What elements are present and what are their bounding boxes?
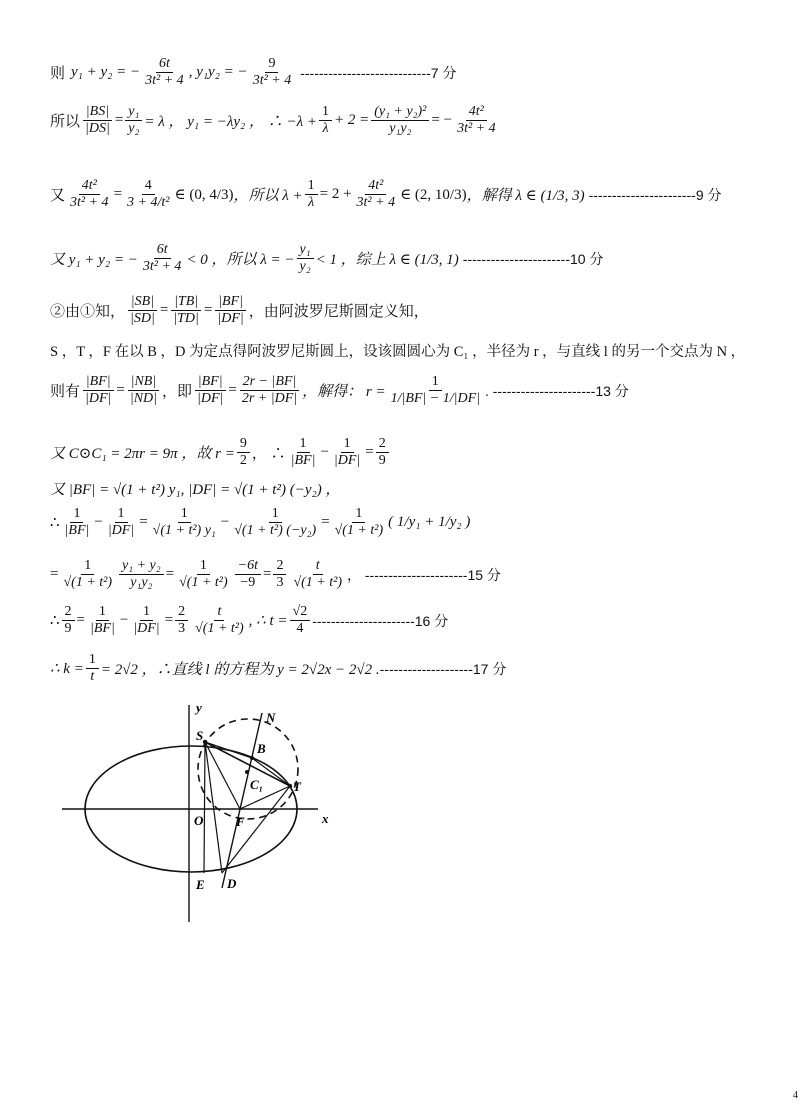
numerator: t bbox=[214, 604, 224, 621]
text: ∴ bbox=[50, 613, 60, 630]
score-marker: -----------------------10 分 bbox=[462, 250, 604, 267]
denominator: |DF| bbox=[133, 621, 160, 637]
numerator: |BF| bbox=[83, 374, 114, 391]
numerator: 1 bbox=[352, 506, 365, 523]
denominator: 2r + |DF| bbox=[241, 391, 298, 407]
fraction bbox=[125, 104, 142, 138]
segment-td bbox=[222, 786, 290, 873]
segment-sd bbox=[205, 742, 222, 873]
numerator: 4t² bbox=[79, 178, 100, 195]
denominator: 4 bbox=[296, 621, 304, 637]
numerator: √2 bbox=[290, 604, 311, 621]
text: < 0 ，所以 λ = − bbox=[186, 252, 295, 269]
text: = bbox=[203, 302, 213, 319]
line-l bbox=[222, 713, 262, 888]
numerator: 1 bbox=[319, 104, 332, 121]
denominator: |DF| bbox=[107, 523, 135, 539]
numerator: 1 bbox=[341, 436, 354, 453]
denominator: √(1 + t²) bbox=[195, 621, 244, 637]
numerator: 4t² bbox=[466, 104, 487, 121]
text: = bbox=[321, 514, 330, 531]
numerator: 1 bbox=[70, 506, 83, 523]
fraction bbox=[235, 558, 261, 592]
text: 又 y₁ + y₂ = − bbox=[50, 252, 138, 269]
fraction bbox=[250, 56, 295, 90]
text: = bbox=[228, 382, 237, 399]
numerator: 9 bbox=[265, 56, 278, 73]
fraction bbox=[192, 604, 247, 638]
text: = bbox=[164, 612, 174, 629]
denominator: y₁y₂ bbox=[130, 575, 153, 591]
fraction bbox=[124, 178, 172, 212]
denominator: 3 bbox=[276, 575, 284, 591]
score-marker: -----------------------9 分 bbox=[588, 186, 722, 203]
numerator: 1 bbox=[81, 558, 94, 575]
numerator: 1 bbox=[115, 506, 128, 523]
line-3 bbox=[50, 178, 722, 212]
denominator: y₂ bbox=[299, 259, 311, 275]
numerator: 4 bbox=[142, 178, 155, 195]
fraction bbox=[119, 558, 164, 592]
numerator: |NB| bbox=[128, 374, 160, 391]
label-f: F bbox=[236, 814, 245, 829]
text: = bbox=[139, 514, 148, 531]
label-b: B bbox=[257, 741, 266, 756]
fraction bbox=[175, 604, 188, 638]
line-1 bbox=[50, 56, 456, 90]
ellipse-circle-figure bbox=[55, 695, 355, 930]
text: ( 1/y₁ + 1/y₂ ) bbox=[388, 514, 471, 531]
denominator: 3t² + 4 bbox=[356, 195, 396, 211]
text: − bbox=[119, 612, 129, 629]
numerator: 6t bbox=[156, 56, 173, 73]
text: 又 bbox=[50, 188, 66, 205]
fraction bbox=[127, 294, 158, 328]
numerator: 1 bbox=[86, 652, 99, 669]
page-number: 4 bbox=[793, 1090, 798, 1101]
text: < 1 ，综上 λ ∈ (1/3, 1) bbox=[315, 252, 459, 269]
denominator: |BF| bbox=[290, 453, 316, 469]
numerator: 2 bbox=[376, 436, 389, 453]
text: ∴ bbox=[50, 515, 60, 532]
fraction bbox=[140, 242, 185, 276]
text: = bbox=[50, 566, 59, 583]
line-11 bbox=[50, 558, 501, 592]
fraction bbox=[82, 104, 113, 138]
line-5 bbox=[50, 294, 429, 328]
fraction bbox=[62, 506, 93, 540]
numerator: 1 bbox=[178, 506, 191, 523]
label-s: S bbox=[196, 728, 204, 743]
line-12 bbox=[50, 604, 448, 638]
point-s bbox=[203, 740, 207, 744]
numerator: |BF| bbox=[215, 294, 246, 311]
fraction bbox=[105, 506, 137, 540]
text: 则有 bbox=[50, 384, 81, 401]
score-marker: ----------------------------7 分 bbox=[300, 64, 457, 81]
fraction bbox=[150, 506, 219, 540]
text: S ，T ，F 在以 B ，D 为定点得阿波罗尼斯圆上，设该圆圆心为 C₁ ，半径为 r ，与直线 l 的另一个交点为 N ， bbox=[50, 344, 746, 360]
denominator: −9 bbox=[240, 575, 256, 591]
text: + 2 = bbox=[334, 112, 370, 129]
text: − bbox=[320, 444, 329, 461]
text: ∴ k = bbox=[50, 661, 84, 678]
text: ， ∴ bbox=[251, 446, 286, 463]
fraction bbox=[288, 436, 319, 470]
fraction bbox=[142, 56, 187, 90]
text: = λ ， y₁ = −λy₂ ， ∴ −λ + bbox=[144, 114, 317, 131]
text: − bbox=[94, 514, 103, 531]
numerator: |BS| bbox=[83, 104, 112, 121]
fraction bbox=[239, 374, 300, 408]
text: = bbox=[159, 302, 169, 319]
fraction bbox=[290, 604, 311, 638]
fraction bbox=[332, 506, 387, 540]
denominator: |DF| bbox=[197, 391, 224, 407]
line-10 bbox=[50, 506, 470, 540]
fraction bbox=[60, 558, 115, 592]
text: ②由①知， bbox=[50, 304, 126, 321]
denominator: |DF| bbox=[217, 311, 244, 327]
text: ，所以 λ + bbox=[233, 188, 303, 205]
text: ，解得： r = bbox=[302, 384, 386, 401]
numerator: 2 bbox=[273, 558, 286, 575]
fraction bbox=[62, 604, 75, 638]
numerator: 1 bbox=[305, 178, 318, 195]
fraction bbox=[170, 294, 202, 328]
numerator: y₁ + y₂ bbox=[119, 558, 164, 575]
numerator: 2r − |BF| bbox=[240, 374, 300, 391]
denominator: √(1 + t²) y₁ bbox=[152, 523, 216, 539]
numerator: (y₁ + y₂)² bbox=[371, 104, 429, 121]
denominator: |DS| bbox=[85, 121, 110, 137]
numerator: t bbox=[313, 558, 323, 575]
denominator: |TD| bbox=[173, 311, 199, 327]
score-marker: ， ----------------------15 分 bbox=[347, 566, 501, 583]
text: = bbox=[113, 186, 123, 203]
denominator: λ bbox=[308, 195, 315, 211]
numerator: |SB| bbox=[128, 294, 157, 311]
fraction bbox=[371, 104, 429, 138]
denominator: 3 bbox=[178, 621, 186, 637]
text: = − bbox=[431, 112, 453, 129]
text: 所以 bbox=[50, 114, 81, 131]
fraction bbox=[86, 652, 99, 686]
numerator: 2 bbox=[175, 604, 188, 621]
numerator: 9 bbox=[237, 436, 250, 453]
numerator: −6t bbox=[235, 558, 261, 575]
line-7 bbox=[50, 374, 629, 408]
fraction bbox=[331, 436, 363, 470]
text: = bbox=[165, 566, 175, 583]
numerator: 2 bbox=[62, 604, 75, 621]
point-c1 bbox=[245, 770, 249, 774]
denominator: t bbox=[90, 669, 95, 685]
numerator: y₁ bbox=[297, 242, 314, 259]
fraction bbox=[67, 178, 112, 212]
denominator: 3 + 4/t² bbox=[127, 195, 170, 211]
fraction bbox=[194, 374, 226, 408]
numerator: |TB| bbox=[171, 294, 201, 311]
numerator: 1 bbox=[197, 558, 210, 575]
fraction bbox=[388, 374, 483, 408]
fraction bbox=[176, 558, 231, 592]
line-8 bbox=[50, 436, 391, 470]
score-marker: --------------------17 分 bbox=[379, 660, 507, 677]
denominator: |BF| bbox=[90, 621, 115, 637]
numerator: 4t² bbox=[365, 178, 386, 195]
denominator: √(1 + t²) (−y₂) bbox=[234, 523, 317, 539]
line-9 bbox=[50, 478, 340, 499]
label-t: T bbox=[293, 779, 301, 794]
line-6 bbox=[50, 340, 745, 361]
label-x: x bbox=[322, 811, 329, 826]
denominator: 3t² + 4 bbox=[252, 73, 292, 89]
fraction bbox=[454, 104, 499, 138]
fraction bbox=[127, 374, 160, 408]
denominator: 3t² + 4 bbox=[145, 73, 184, 89]
text: = bbox=[76, 612, 86, 629]
fraction bbox=[130, 604, 162, 638]
fraction bbox=[82, 374, 114, 408]
denominator: λ bbox=[322, 121, 329, 137]
text: = bbox=[262, 566, 272, 583]
numerator: 1 bbox=[297, 436, 310, 453]
label-c1: C₁ bbox=[250, 777, 264, 792]
fraction bbox=[376, 436, 389, 470]
numerator: |BF| bbox=[195, 374, 226, 391]
line-4 bbox=[50, 242, 603, 276]
fraction bbox=[319, 104, 332, 138]
fraction bbox=[297, 242, 314, 276]
denominator: |DF| bbox=[85, 391, 112, 407]
numerator: 1 bbox=[140, 604, 153, 621]
denominator: √(1 + t²) bbox=[179, 575, 228, 591]
text: = 2√2 ，∴直线 l 的方程为 y = 2√2x − 2√2 . bbox=[100, 662, 380, 679]
text: ，由阿波罗尼斯圆定义知， bbox=[248, 304, 429, 321]
denominator: 1/|BF| − 1/|DF| bbox=[390, 391, 480, 407]
text: 则 bbox=[50, 66, 66, 83]
label-e: E bbox=[196, 877, 205, 892]
text: ∈ (0, 4/3) bbox=[174, 187, 234, 204]
line-2 bbox=[50, 104, 501, 138]
denominator: |ND| bbox=[129, 391, 157, 407]
text: = 2 + bbox=[319, 186, 352, 203]
denominator: √(1 + t²) bbox=[63, 575, 113, 591]
fraction bbox=[305, 178, 318, 212]
line-13 bbox=[50, 652, 506, 686]
score-marker: ----------------------16 分 bbox=[312, 612, 449, 629]
text: ，即 bbox=[162, 384, 193, 401]
point-b bbox=[250, 756, 254, 760]
fraction bbox=[290, 558, 345, 592]
text: y₁ + y₂ = − bbox=[71, 64, 141, 81]
point-t bbox=[288, 784, 292, 788]
fraction bbox=[354, 178, 399, 212]
fraction bbox=[231, 506, 319, 540]
denominator: √(1 + t²) bbox=[293, 575, 342, 591]
denominator: √(1 + t²) bbox=[334, 523, 384, 539]
text: − bbox=[220, 514, 230, 531]
denominator: |DF| bbox=[333, 453, 361, 469]
text: = bbox=[114, 112, 124, 129]
fraction bbox=[87, 604, 118, 638]
numerator: 6t bbox=[154, 242, 171, 259]
fraction bbox=[214, 294, 246, 328]
denominator: 9 bbox=[378, 453, 386, 469]
numerator: 1 bbox=[269, 506, 282, 523]
denominator: y₁y₂ bbox=[389, 121, 412, 137]
numerator: y₁ bbox=[125, 104, 142, 121]
denominator: 3t² + 4 bbox=[142, 259, 182, 275]
denominator: |SD| bbox=[130, 311, 155, 327]
text: = bbox=[365, 444, 374, 461]
text: = bbox=[116, 382, 125, 399]
numerator: 1 bbox=[429, 374, 442, 391]
label-y: y bbox=[196, 700, 202, 715]
fraction bbox=[237, 436, 250, 470]
label-o: O bbox=[194, 813, 204, 828]
text: , y₁y₂ = − bbox=[188, 64, 248, 81]
label-n: N bbox=[266, 710, 276, 725]
label-d: D bbox=[227, 876, 237, 891]
denominator: y₂ bbox=[128, 121, 140, 137]
text: 又 |BF| = √(1 + t²) y₁, |DF| = √(1 + t²) (−y₂) ， bbox=[50, 482, 341, 498]
denominator: 3t² + 4 bbox=[457, 121, 496, 137]
denominator: 9 bbox=[64, 621, 72, 637]
numerator: 1 bbox=[96, 604, 109, 621]
denominator: 2 bbox=[239, 453, 247, 469]
text: , ∴ t = bbox=[248, 613, 288, 630]
text: ，解得 λ ∈ (1/3, 3) bbox=[466, 188, 585, 205]
denominator: 3t² + 4 bbox=[70, 195, 109, 211]
denominator: |BF| bbox=[64, 523, 90, 539]
text: 又 C⊙C₁ = 2πr = 9π ，故 r = bbox=[50, 446, 235, 463]
text: ∈ (2, 10/3) bbox=[400, 187, 467, 204]
fraction bbox=[273, 558, 286, 592]
score-marker: . ----------------------13 分 bbox=[484, 382, 629, 399]
segment-se bbox=[204, 742, 205, 873]
